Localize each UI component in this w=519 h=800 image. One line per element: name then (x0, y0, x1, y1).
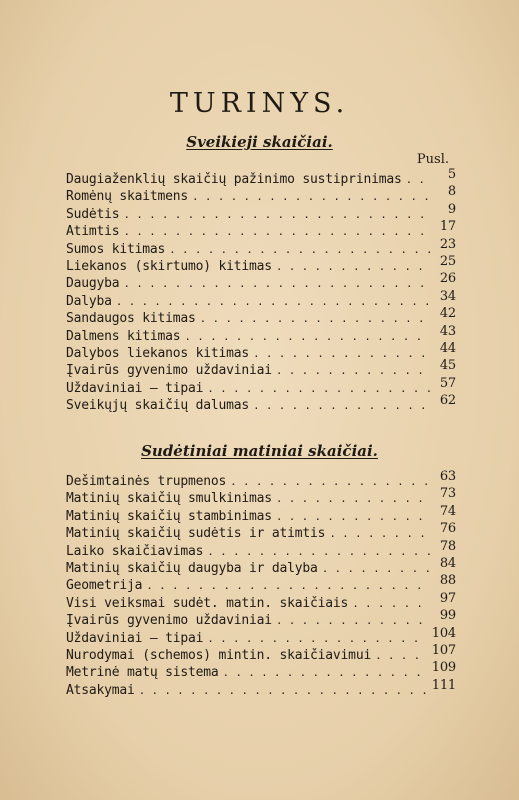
toc-entry-label: Dalmens kitimas (66, 328, 181, 344)
toc-entry-page: 109 (431, 660, 456, 676)
toc-entry[interactable] (66, 288, 456, 311)
dot-leader (276, 510, 430, 523)
toc-entry-label: Uždaviniai — tipai (66, 380, 204, 396)
dot-leader (329, 527, 430, 540)
dot-leader (192, 190, 430, 203)
toc-entry-page: 9 (447, 201, 456, 217)
toc-entry-label: Visi veiksmai sudėt. matin. skaičiais (66, 595, 349, 611)
toc-entry[interactable] (66, 486, 456, 508)
toc-entry-label: Uždaviniai — tipai (66, 630, 204, 646)
toc-entry-label: Nurodymai (schemos) mintin. skaičiavimui (66, 647, 372, 663)
toc-list-sudetiniai (66, 469, 456, 700)
dot-leader (276, 614, 430, 627)
section-title-sveikieji: Sveikieji skaičiai. (186, 133, 333, 151)
toc-entry-page: 88 (439, 573, 456, 589)
dot-leader (375, 649, 428, 662)
toc-entry-page: 97 (439, 590, 456, 606)
toc-entry-page: 8 (447, 184, 456, 200)
toc-entry[interactable] (66, 538, 456, 561)
toc-entry-label: Dalyba (66, 293, 112, 309)
dot-leader (276, 364, 430, 377)
toc-entry-label: Romėnų skaitmens (66, 189, 189, 205)
toc-entry-label: Atimtis (66, 224, 120, 240)
toc-entry[interactable] (66, 677, 456, 700)
toc-entry[interactable] (66, 660, 456, 682)
dot-leader (116, 295, 430, 308)
toc-entry-page: 17 (439, 219, 456, 235)
toc-entry-page: 62 (439, 393, 456, 409)
toc-entry[interactable] (66, 393, 456, 415)
toc-entry-page: 57 (439, 375, 456, 391)
toc-entry-label: Laiko skaičiavimas (66, 543, 204, 559)
toc-entry-label: Dalybos liekanos kitimas (66, 345, 250, 361)
toc-entry[interactable] (66, 642, 456, 665)
toc-entry[interactable] (66, 201, 456, 224)
dot-leader (123, 225, 430, 238)
toc-entry-page: 44 (439, 340, 456, 356)
toc-entry[interactable] (66, 625, 456, 648)
toc-entry-label: Sveikųjų skaičių dalumas (66, 398, 250, 414)
dot-leader (276, 492, 430, 505)
toc-entry-page: 104 (431, 625, 456, 641)
toc-entry[interactable] (66, 323, 456, 346)
toc-entry[interactable] (66, 469, 456, 491)
dot-leader (123, 277, 430, 290)
toc-entry[interactable] (66, 184, 456, 206)
page-title: TURINYS. (169, 88, 350, 119)
toc-entry[interactable] (66, 573, 456, 595)
toc-entry-page: 26 (439, 271, 456, 287)
section-title-sudetiniai: Sudėtiniai matiniai skaičiai. (141, 442, 378, 460)
dot-leader (200, 312, 430, 325)
toc-entry[interactable] (66, 375, 456, 398)
toc-list-sveikieji (66, 167, 456, 415)
toc-entry-label: Dešimtainės trupmenos (66, 474, 227, 489)
toc-entry[interactable] (66, 306, 456, 328)
toc-entry-label: Atsakymai (66, 682, 135, 698)
toc-entry-page: 5 (447, 167, 456, 182)
toc-entry-page: 107 (431, 642, 456, 658)
toc-entry-page: 73 (439, 486, 456, 502)
dot-leader (184, 330, 430, 343)
toc-entry[interactable] (66, 271, 456, 293)
toc-entry-page: 23 (439, 236, 456, 252)
dot-leader (223, 666, 428, 679)
toc-entry[interactable] (66, 590, 456, 613)
dot-leader (230, 475, 430, 488)
toc-entry-label: Įvairūs gyvenimo uždaviniai (66, 363, 272, 379)
toc-entry-label: Matinių skaičių stambinimas (66, 508, 272, 524)
toc-entry[interactable] (66, 358, 456, 380)
toc-entry-label: Matinių skaičių sudėtis ir atimtis (66, 526, 326, 542)
dot-leader (352, 597, 430, 610)
toc-entry-page: 111 (431, 677, 456, 693)
toc-entry[interactable] (66, 608, 456, 630)
dot-leader (169, 243, 430, 256)
toc-entry[interactable] (66, 503, 456, 526)
dot-leader (207, 545, 430, 558)
toc-entry[interactable] (66, 521, 456, 543)
toc-entry-page: 74 (439, 503, 456, 519)
dot-leader (322, 562, 430, 575)
toc-entry[interactable] (66, 555, 456, 578)
dot-leader (123, 208, 430, 221)
toc-entry-page: 45 (439, 358, 456, 374)
toc-entry-label: Sandaugos kitimas (66, 311, 196, 327)
toc-entry-page: 43 (439, 323, 456, 339)
page-column-header: Pusl. (416, 152, 449, 167)
toc-entry[interactable] (66, 219, 456, 241)
toc-entry-label: Liekanos (skirtumo) kitimas (66, 258, 272, 274)
dot-leader (207, 382, 430, 395)
toc-entry-page: 84 (439, 555, 456, 571)
dot-leader (146, 579, 430, 592)
toc-entry-page: 76 (439, 521, 456, 537)
toc-entry-label: Geometrija (66, 578, 143, 594)
toc-entry-page: 25 (439, 253, 456, 269)
dot-leader (406, 173, 430, 186)
toc-entry[interactable] (66, 340, 456, 363)
dot-leader (139, 684, 428, 697)
dot-leader (253, 347, 430, 360)
toc-entry-page: 42 (439, 306, 456, 322)
toc-entry[interactable] (66, 236, 456, 259)
toc-entry-label: Daugiaženklių skaičių pažinimo sustiprinimas (66, 172, 402, 187)
toc-entry[interactable] (66, 253, 456, 276)
toc-entry-label: Metrinė matų sistema (66, 665, 219, 681)
toc-entry-page: 78 (439, 538, 456, 554)
toc-entry-page: 34 (439, 288, 456, 304)
toc-entry-label: Matinių skaičių smulkinimas (66, 491, 272, 507)
dot-leader (253, 399, 430, 412)
toc-entry-label: Įvairūs gyvenimo uždaviniai (66, 613, 272, 629)
dot-leader (276, 260, 430, 273)
toc-entry-label: Daugyba (66, 276, 120, 292)
dot-leader (207, 632, 428, 645)
toc-entry-page: 63 (439, 469, 456, 484)
toc-entry-page: 99 (439, 608, 456, 624)
toc-entry[interactable] (66, 167, 456, 189)
toc-entry-label: Sumos kitimas (66, 241, 166, 257)
toc-entry-label: Sudėtis (66, 206, 120, 222)
toc-entry-label: Matinių skaičių daugyba ir dalyba (66, 560, 318, 576)
